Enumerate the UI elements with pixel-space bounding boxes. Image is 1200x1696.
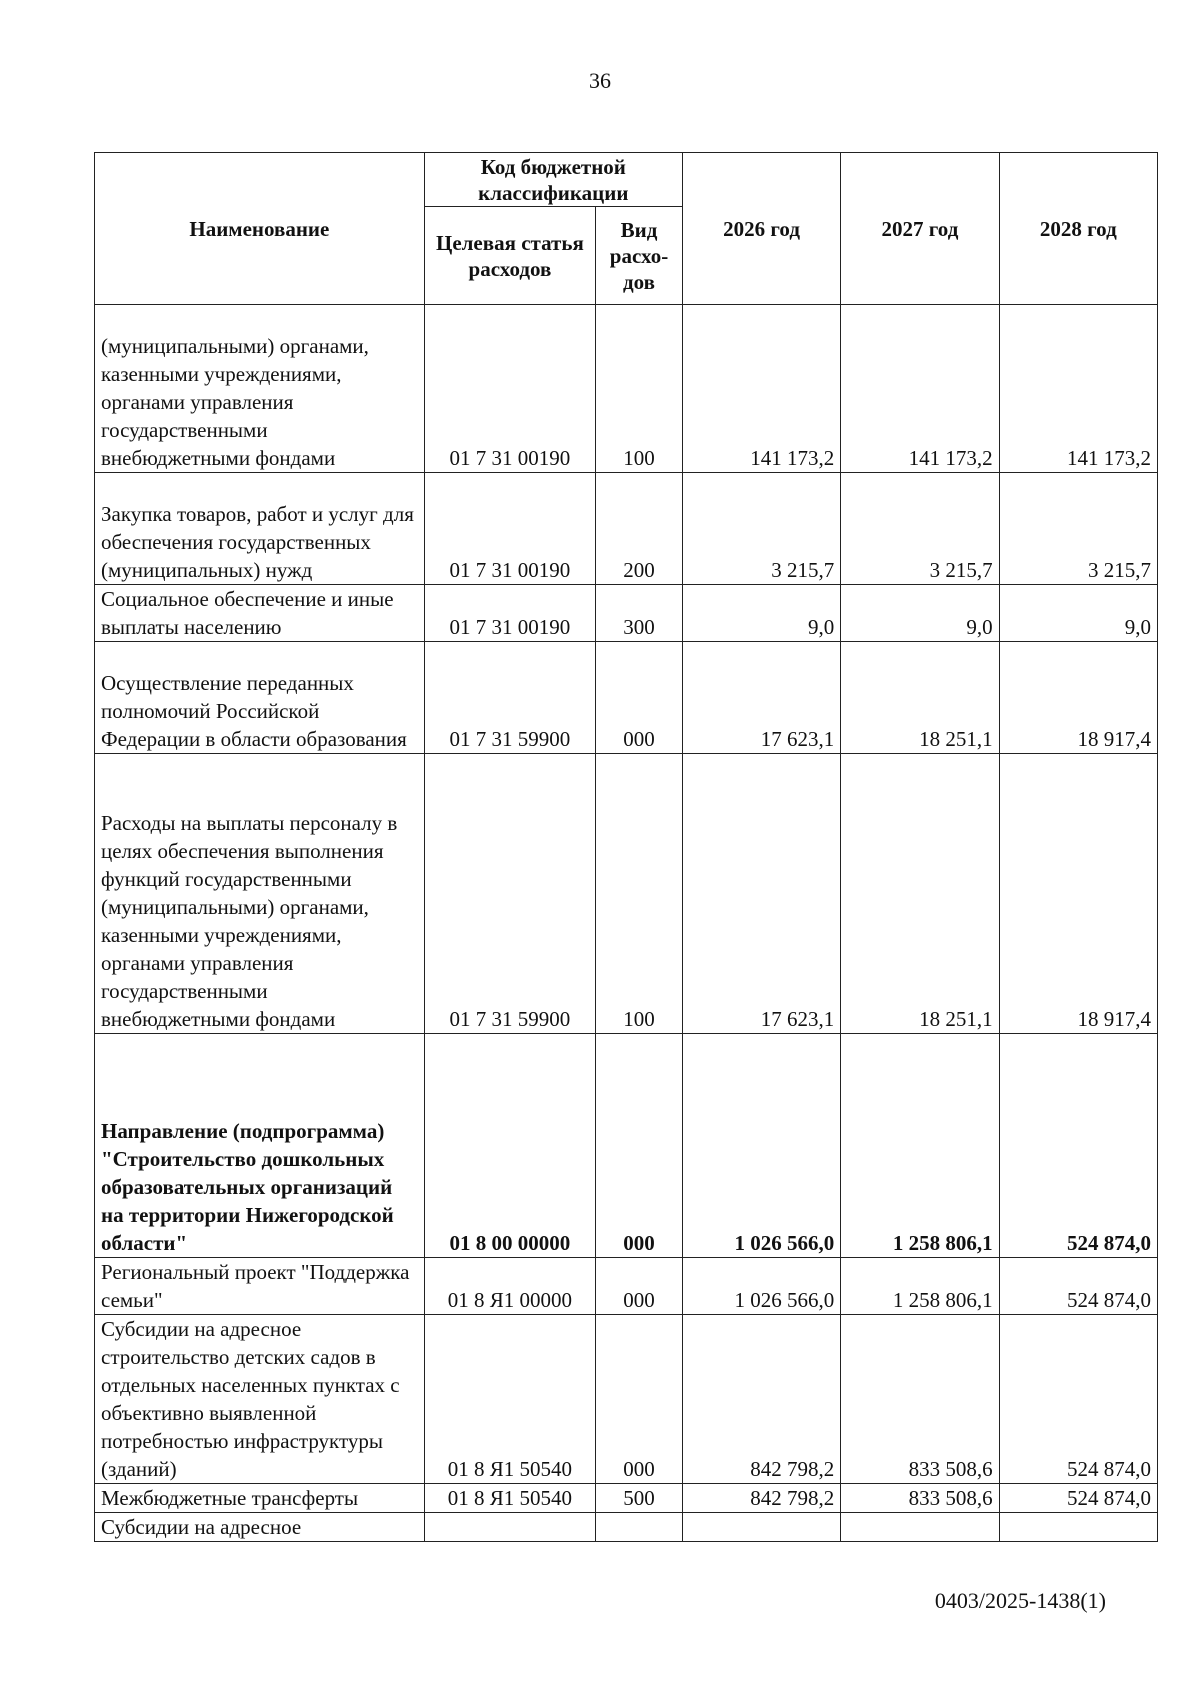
row-vid: 000 (596, 1034, 683, 1258)
row-value-2027: 9,0 (841, 585, 999, 642)
row-name: Расходы на выплаты персоналу в целях обеспечения выполнения функций государственными (муниципальными) органами, казенными учреждениями, органами управления государственными внебюджетными фондами (95, 754, 425, 1034)
row-value-2027: 18 251,1 (841, 642, 999, 754)
page-number: 36 (589, 68, 611, 93)
row-target-article: 01 8 Я1 50540 (424, 1315, 595, 1484)
row-target-article: 01 7 31 59900 (424, 642, 595, 754)
row-value-2028: 9,0 (999, 585, 1157, 642)
table-row (95, 473, 1158, 585)
row-value-2027: 3 215,7 (841, 473, 999, 585)
row-value-2026: 17 623,1 (682, 642, 840, 754)
row-name: Социальное обеспечение и иные выплаты населению (95, 585, 425, 642)
table-row (95, 1034, 1158, 1258)
header-vid: Вид расхо-дов (596, 207, 683, 305)
row-value-2027: 1 258 806,1 (841, 1258, 999, 1315)
row-value-2026: 141 173,2 (682, 305, 840, 473)
row-value-2027: 1 258 806,1 (841, 1034, 999, 1258)
row-value-2028: 18 917,4 (999, 642, 1157, 754)
row-vid: 100 (596, 305, 683, 473)
row-value-2028 (999, 1513, 1157, 1542)
row-value-2028: 524 874,0 (999, 1258, 1157, 1315)
row-name: Осуществление переданных полномочий Российской Федерации в области образования (95, 642, 425, 754)
header-name: Наименование (95, 153, 425, 305)
row-target-article: 01 7 31 00190 (424, 585, 595, 642)
row-value-2027: 833 508,6 (841, 1315, 999, 1484)
table-row (95, 642, 1158, 754)
row-value-2026 (682, 1513, 840, 1542)
row-name: Направление (подпрограмма) "Строительство дошкольных образовательных организаций на территории Нижегородской области" (95, 1034, 425, 1258)
row-value-2027 (841, 1513, 999, 1542)
table-row (95, 1315, 1158, 1484)
row-vid: 000 (596, 1258, 683, 1315)
row-value-2027: 141 173,2 (841, 305, 999, 473)
table-row (95, 1258, 1158, 1315)
table-row (95, 1513, 1158, 1542)
row-value-2028: 524 874,0 (999, 1034, 1157, 1258)
table-row (95, 754, 1158, 1034)
table-body (95, 305, 1158, 1542)
row-target-article: 01 8 Я1 50540 (424, 1484, 595, 1513)
row-value-2028: 524 874,0 (999, 1484, 1157, 1513)
row-value-2026: 842 798,2 (682, 1484, 840, 1513)
header-2026: 2026 год (682, 153, 840, 305)
row-value-2028: 524 874,0 (999, 1315, 1157, 1484)
row-name: Региональный проект "Поддержка семьи" (95, 1258, 425, 1315)
row-name: Закупка товаров, работ и услуг для обеспечения государственных (муниципальных) нужд (95, 473, 425, 585)
row-target-article: 01 7 31 00190 (424, 473, 595, 585)
row-target-article: 01 7 31 00190 (424, 305, 595, 473)
header-2027: 2027 год (841, 153, 999, 305)
row-target-article: 01 8 00 00000 (424, 1034, 595, 1258)
row-value-2026: 1 026 566,0 (682, 1034, 840, 1258)
row-value-2026: 9,0 (682, 585, 840, 642)
row-value-2026: 1 026 566,0 (682, 1258, 840, 1315)
table-row (95, 1484, 1158, 1513)
row-value-2028: 3 215,7 (999, 473, 1157, 585)
row-value-2027: 18 251,1 (841, 754, 999, 1034)
table-row (95, 585, 1158, 642)
row-target-article: 01 7 31 59900 (424, 754, 595, 1034)
row-vid (596, 1513, 683, 1542)
row-vid: 500 (596, 1484, 683, 1513)
budget-table (94, 152, 1158, 1542)
header-2028: 2028 год (999, 153, 1157, 305)
header-code-group: Код бюджетной классификации (424, 153, 682, 207)
row-value-2028: 141 173,2 (999, 305, 1157, 473)
header-target-article: Целевая статья расходов (424, 207, 595, 305)
row-name: Субсидии на адресное строительство детских садов в отдельных населенных пунктах с объективно выявленной потребностью инфраструктуры (зданий) (95, 1315, 425, 1484)
row-vid: 000 (596, 1315, 683, 1484)
row-value-2027: 833 508,6 (841, 1484, 999, 1513)
document-id: 0403/2025-1438(1) (934, 1588, 1106, 1613)
row-value-2026: 842 798,2 (682, 1315, 840, 1484)
row-value-2028: 18 917,4 (999, 754, 1157, 1034)
row-target-article (424, 1513, 595, 1542)
row-value-2026: 3 215,7 (682, 473, 840, 585)
row-vid: 100 (596, 754, 683, 1034)
row-name: (муниципальными) органами, казенными учреждениями, органами управления государственными внебюджетными фондами (95, 305, 425, 473)
table-row (95, 305, 1158, 473)
row-name: Субсидии на адресное (95, 1513, 425, 1542)
row-target-article: 01 8 Я1 00000 (424, 1258, 595, 1315)
row-vid: 200 (596, 473, 683, 585)
row-name: Межбюджетные трансферты (95, 1484, 425, 1513)
row-vid: 000 (596, 642, 683, 754)
row-vid: 300 (596, 585, 683, 642)
row-value-2026: 17 623,1 (682, 754, 840, 1034)
